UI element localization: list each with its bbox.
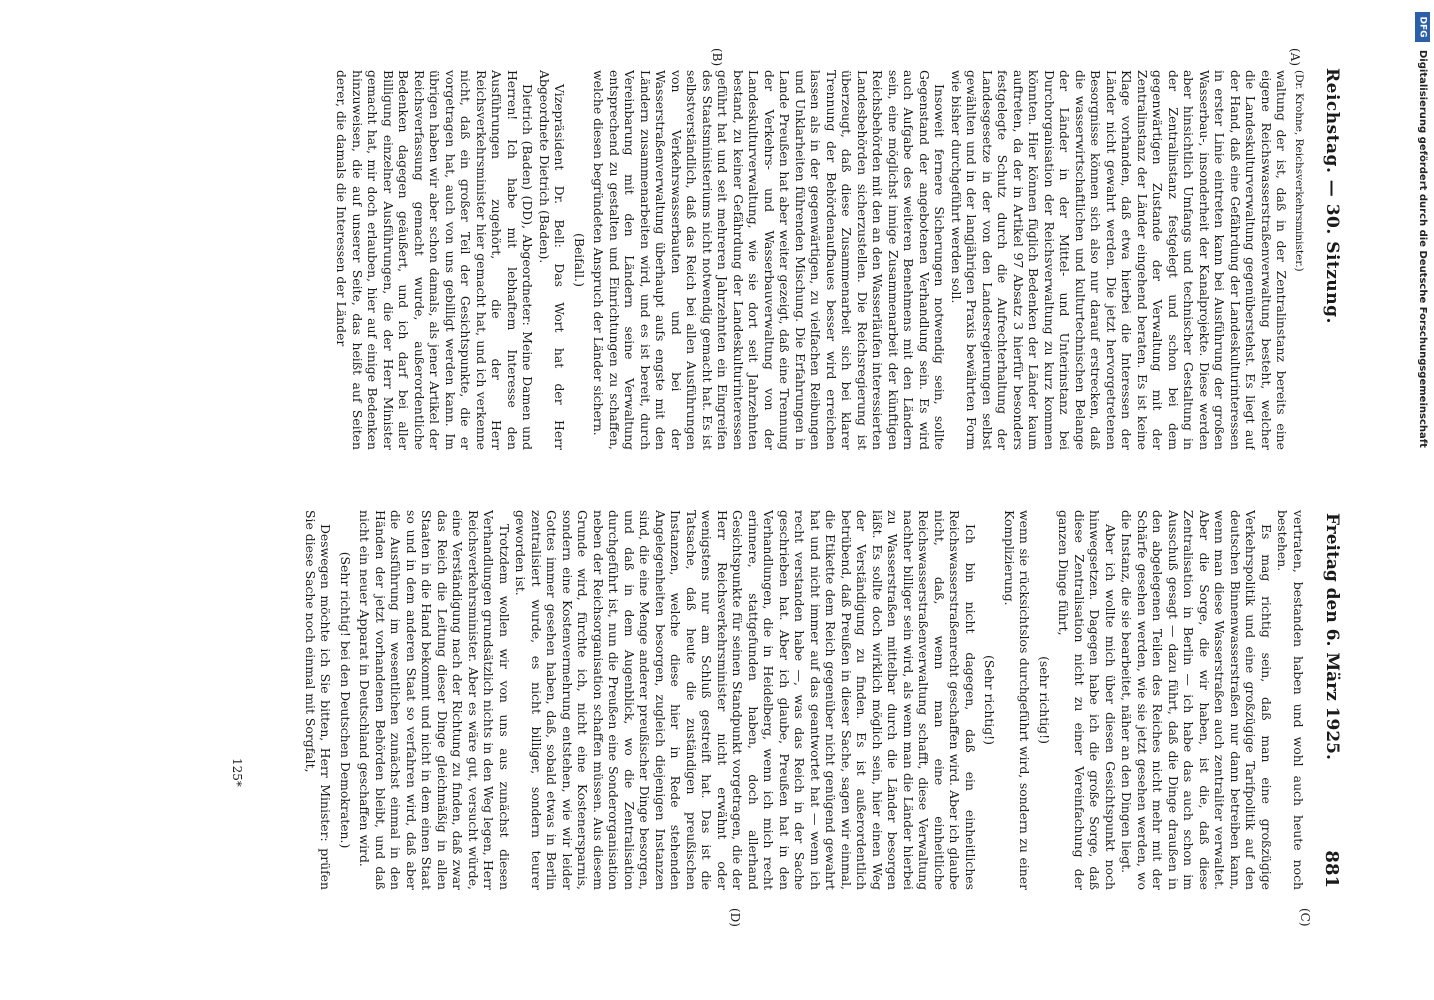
interjection: (Beifall.)	[572, 233, 587, 287]
interjection: (Sehr richtig!)	[982, 655, 998, 745]
margin-marker-c: (C)	[1298, 908, 1312, 927]
speaker-line: (Dr. Krohne, Reichsverkehrsminister.)	[1293, 70, 1305, 272]
header-session: Reichstag. — 30. Sitzung.	[1322, 68, 1342, 324]
paragraph: Deswegen möchte ich Sie bitten, Herr Minister: prüfen Sie diese Sache noch einmal mit Sorgfalt,	[303, 510, 334, 890]
interjection: (sehr richtig!)	[1037, 656, 1052, 744]
page-number: 881	[1321, 850, 1342, 888]
paragraph: Dietrich (Baden) (DD), Abgeordneter: Meine Damen und Herren! Ich habe mit lebhaftem Interesse den Ausführungen zugehört, die der Herr Reichsverkehrsminister hier gemacht hat, und ich verkenne nicht, daß ein großer Teil der Gesichtspunkte, die er vorgetragen hat, auch von uns gebilligt werden kann. Im übrigen haben wir aber schon damals, als jener Artikel der Reichsverfassung gemacht wurde, außerordentliche Bedenken dagegen geäußert, und ich darf bei aller Billigung einzelner Ausführungen, die der Herr Minister gemacht hat, mir doch erlauben, hier auf einige Bedenken hinzuweisen, die auf unserer Seite, das heißt auf Seiten derer, die damals die Interessen der Länder	[334, 70, 536, 450]
printer-signature: 125*	[230, 758, 244, 787]
dfg-logo: DFG	[1415, 12, 1430, 42]
margin-marker-a: (A)	[1288, 48, 1302, 67]
right-column	[266, 510, 1306, 890]
paragraph: Aber ich wollte mich über diesen Gesichtspunkt noch hinwegsetzen. Dagegen habe ich die große Sorge, daß diese Zentralisation nicht zu einer Vereinfachung der ganzen Dinge führt,	[1056, 510, 1118, 890]
margin-marker-d: (D)	[728, 908, 742, 927]
page-header	[1314, 68, 1342, 888]
paragraph: wenn sie rücksichtslos durchgeführt wird, sondern zu einer Komplizierung.	[1002, 510, 1033, 890]
paragraph: Insoweit fernere Sicherungen notwendig sein, sollte Gegenstand der angebotenen Verhandlung sein. Es wird auch Aufgabe des weiteren Benehmens mit den Ländern sein, eine möglichst innige Zusammenarbeit der künftigen Reichsbehörden mit den an den Wasserläufen interessierten Landesbehörden sicherzustellen. Die Reichsregierung ist überzeugt, daß diese Zusammenarbeit sich bei klarer Trennung der Behördenaufbaues besser wird erreichen lassen als in der gegenwärtigen, zu vielfachen Reibungen und Unklarheiten führenden Mischung. Die Erfahrungen in Lande Preußen hat aber weiter gezeigt, daß eine Trennung der Verkehrs- und Wasserbauverwaltung von der Landeskulturverwaltung, wie sie dort seit Jahrzehnten bestand, zu keiner Gefährdung der Landeskulturinteressen geführt hat und seit mehreren Jahrzehnten ein Eingreifen des Staatsministeriums nicht notwendig gemacht hat. Es ist selbstverständlich, daß das Reich bei allen Ausführungen von Verkehrswasserbauten und bei der Wasserstraßenverwaltung überhaupt aufs engste mit den Ländern zusammenarbeiten wird, und es ist bereit, durch Vereinbarung mit den Ländern seine Verwaltung entsprechend zu gestalten und Einrichtungen zu schaffen, welche diesen begründeten Anspruch der Länder sichern.	[591, 70, 948, 450]
margin-marker-b: (B)	[710, 48, 724, 67]
dfg-credit-strip	[1414, 8, 1432, 992]
paragraph: Es mag richtig sein, daß man eine großzügige Verkehrspolitik und eine großzügige Tarifpolitik auf den deutschen Binnenwasserstraßen nur dann betreiben kann, wenn man diese Wasserstraßen auch zentraliter verwaltet. Aber die Sorge, die wir haben, ist die, daß diese Zentralisation in Berlin — ich habe das auch schon im Ausschuß gesagt — dazu führt, daß die Dinge draußen in den abgelegenen Teilen des Reiches nicht mehr mit der Schärfe gesehen werden, wie sie jetzt gesehen werden, wo die Instanz, die sie bearbeitet, näher an den Dingen liegt.	[1119, 510, 1274, 890]
dfg-credit-text: Digitalisierung gefördert durch die Deutsche Forschungsgemeinschaft	[1417, 50, 1428, 448]
paragraph: Vizepräsident Dr. Bell: Das Wort hat der Herr Abgeordnete Dietrich (Baden).	[537, 70, 568, 450]
paragraph: Trotzdem wollen wir von uns aus zunächst diesen Verhandlungen grundsätzlich nichts in den Weg legen, Herr Reichsverkehrsminister. Aber es wäre gut, versucht würde, eine Verständigung nach der Richtung zu finden, daß zwar das Reich die Leitung dieser Dinge gleichmäßig in allen Staaten in die Hand bekommt und nicht in dem einen Staat so und in dem anderen Staat so verfahren wird, daß aber die Ausführung im wesentlichen zunächst einmal in den Händen der jetzt vorhandenen Behörden bleibt, und daß nicht ein neuer Apparat in Deutschland geschaffen wird.	[357, 510, 512, 890]
paragraph: waltung der ist, daß in der Zentralinstanz bereits eine eigene Reichswasserstraßenverwaltung besteht, welcher die Landeskulturverwaltung gegenüberstehst. Es liegt auf der Hand, daß eine Gefährdung der Landeskulturinteressen in erster Linie eintreten kann bei Ausführung der großen Wasserbau-, insonderheit der Kanalprojekte. Diese werden aber hinsichtlich Umfangs und technischer Gestaltung in der Zentralinstanz festgelegt und schon bei dem gegenwärtigen Zustande der Verwaltung mit der Zentralinstanz der Länder eingehend beraten. Es ist keine Klage vorhanden, daß etwa hierbei die Interessen der Länder nicht gewahrt werden. Die jetzt hervorgetretenen Besorgnisse können sich also nur darauf erstrecken, daß die wasserwirtschaftlichen und kulturtechnischen Belange der Länder in der Mittel- und Unterinstanz bei Durchorganisation der Reichsverwaltung zu kurz kommen könnten. Hier können füglich Bedenken der Länder kaum auftreten, da der in Artikel 97 Absatz 3 hierfür besonders festgelegte Schutz durch die Aufrechterhaltung der Landesgesetze in der von den Landesregierungen selbst gewählten und in der langjährigen Praxis bewährten Form wie bisher durchgeführt werden soll.	[949, 70, 1290, 450]
document-page	[50, 8, 1430, 993]
header-date: Freitag den 6. März 1925.	[1322, 513, 1342, 760]
paragraph: vertraten, bestanden haben und wohl auch heute noch bestehen.	[1275, 510, 1306, 890]
interjection: (Sehr richtig! bei den Deutschen Demokraten.)	[338, 551, 353, 849]
left-column	[266, 70, 1306, 450]
paragraph: Ich bin nicht dagegen, daß ein einheitliches Reichswasserstraßenrecht geschaffen wird. Aber ich glaube nicht, daß, wenn man eine einheitliche Reichswasserstraßenverwaltung schafft, diese Verwaltung nachher billiger sein wird, als wenn man die Länder hierbei zu Wasserstraßen mittelbar durch die Länder besorgen läßt. Es sollte doch wirklich möglich sein, hier einen Weg der Verständigung zu finden. Es ist außerordentlich betrübend, daß Preußen in dieser Sache, sagen wir einmal, die Etikette dem Reich gegenüber nicht genügend gewahrt hat und nicht immer auf das geantwortet hat — wenn ich recht verstanden habe —, was das Reich in der Sache geschrieben hat. Aber ich glaube, Preußen hat in den Verhandlungen, die in Heidelberg, wenn ich mich recht erinnere, stattgefunden haben, doch allerhand Gesichtspunkte für seinen Standpunkt vorgetragen, die der Herr Reichsverkehrsminister nicht erwähnt oder wenigstens nur am Schluß gestreift hat. Das ist die Tatsache, daß heute die zuständigen preußischen Instanzen, welche diese hier in Rede stehenden Angelegenheiten besorgen, zugleich diejenigen Instanzen sind, die eine Menge anderer preußischer Dinge besorgen, und daß in dem Augenblick, wo die Zentralisation durchgeführt ist, nun die Preußen eine Sonderorganisation neben der Reichsorganisation schaffen müssen. Aus diesem Grunde wird, fürchte ich, nicht eine Kostenersparnis, sondern eine Kostenvermehrung entstehen, wie wir leider Gottes immer gesehen haben, daß, sobald etwas in Berlin zentralisiert wurde, es nicht billiger, sondern teurer geworden ist.	[513, 510, 978, 890]
